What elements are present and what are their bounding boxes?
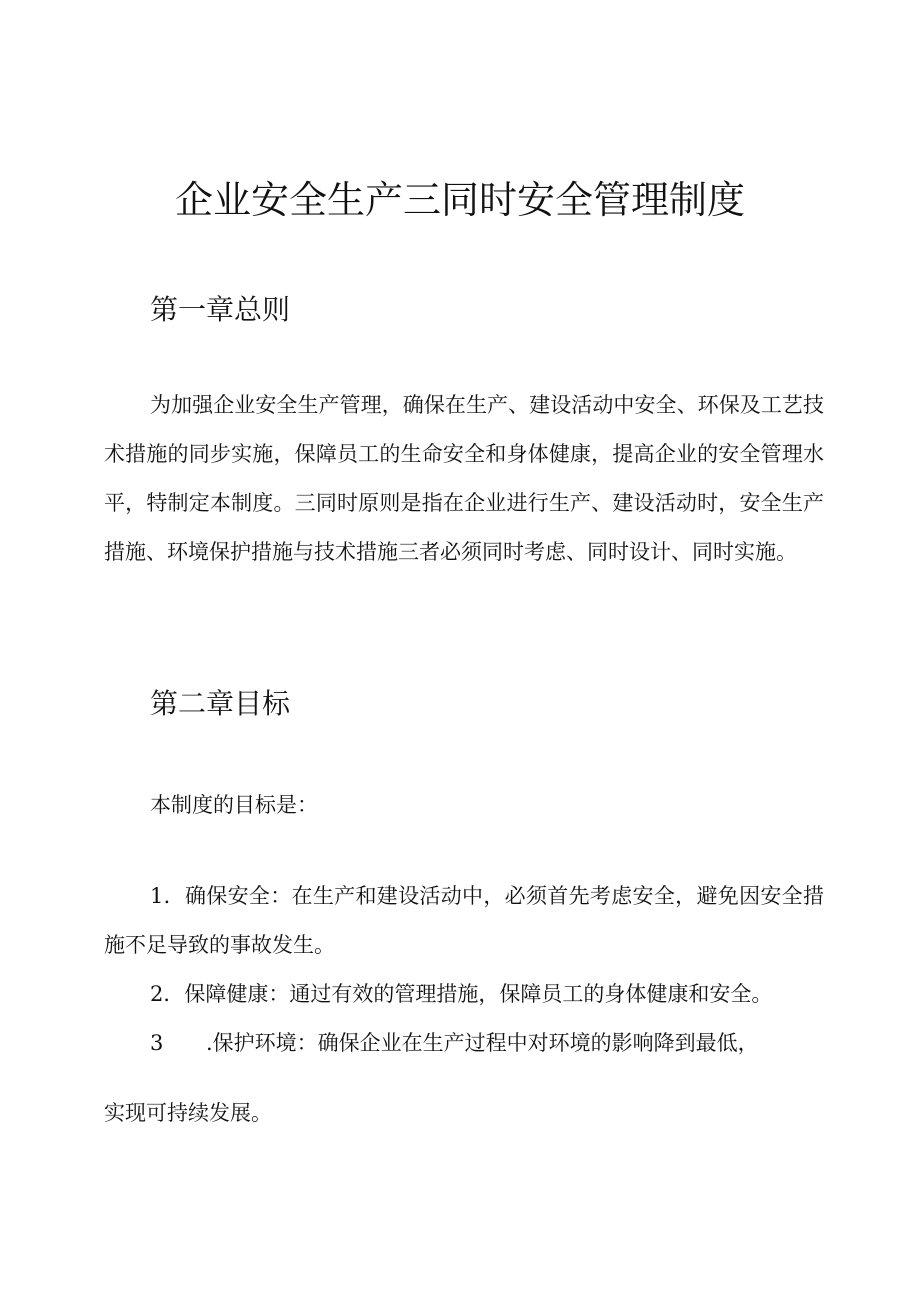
goal-item-3-number: 3 [150, 1031, 164, 1055]
chapter-2-heading: 第二章目标 [150, 687, 291, 720]
goal-item-1: 1．确保安全：在生产和建设活动中，必须首先考虑安全，避免因安全措施不足导致的事故发生。 [104, 884, 824, 957]
document-title: 企业安全生产三同时安全管理制度 [174, 178, 745, 222]
goal-item-3-continuation: 实现可持续发展。 [104, 1101, 272, 1125]
chapter-1-heading: 第一章总则 [150, 293, 291, 326]
goal-item-3-text: .保护环境：确保企业在生产过程中对环境的影响降到最低， [206, 1031, 759, 1055]
chapter-2-intro: 本制度的目标是： [150, 793, 318, 817]
goal-item-2: 2．保障健康：通过有效的管理措施，保障员工的身体健康和安全。 [150, 982, 773, 1006]
chapter-1-paragraph: 为加强企业安全生产管理，确保在生产、建设活动中安全、环保及工艺技术措施的同步实施，保障员工的生命安全和身体健康，提高企业的安全管理水平，特制定本制度。三同时原则是指在企业进行生产、建设活动时，安全生产措施、环境保护措施与技术措施三者必须同时考虑、同时设计、同时实施。 [104, 393, 824, 564]
